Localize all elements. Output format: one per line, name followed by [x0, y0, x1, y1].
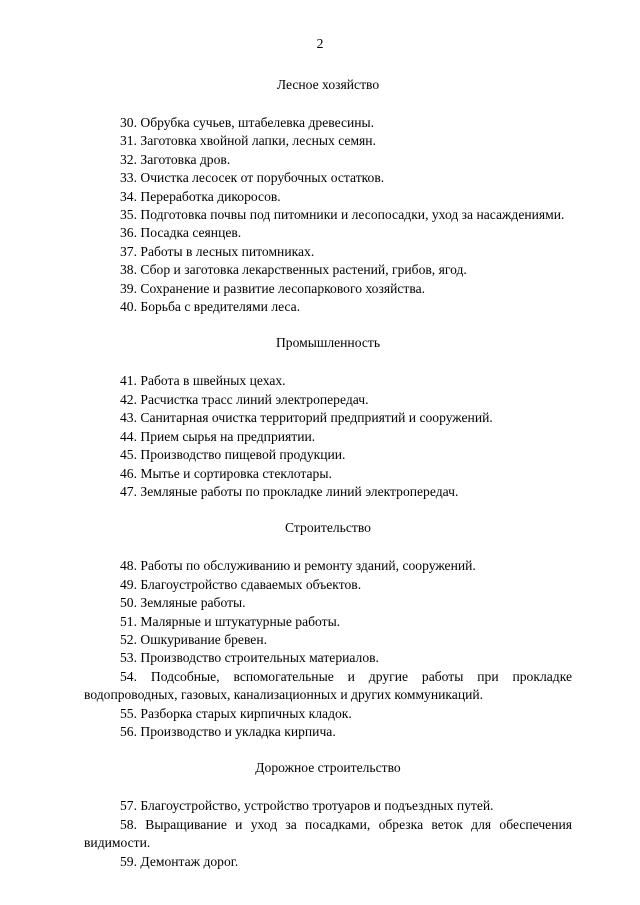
list-item: 44. Прием сырья на предприятии. — [120, 428, 316, 444]
list-item: 34. Переработка дикоросов. — [120, 188, 281, 204]
list-item: 45. Производство пищевой продукции. — [120, 447, 346, 463]
list-item: 53. Производство строительных материалов. — [120, 650, 379, 666]
list-item: 49. Благоустройство сдаваемых объектов. — [120, 576, 362, 592]
list-item: 46. Мытье и сортировка стеклотары. — [120, 465, 332, 481]
list-item: 30. Обрубка сучьев, штабелевка древесины. — [120, 115, 375, 130]
list-item: 59. Демонтаж дорог. — [120, 853, 239, 869]
list-item: 32. Заготовка дров. — [120, 151, 231, 167]
list-item: 39. Сохранение и развитие лесопаркового хозяйства. — [120, 280, 426, 296]
list-item: 31. Заготовка хвойной лапки, лесных семян. — [120, 133, 376, 149]
list-item: 47. Земляные работы по прокладке линий электропередач. — [120, 483, 459, 499]
item-list — [84, 797, 572, 871]
section-road-construction — [84, 759, 572, 871]
section-heading: Дорожное строительство — [255, 760, 401, 776]
item-list — [84, 114, 572, 316]
list-item: 51. Малярные и штукатурные работы. — [120, 613, 341, 629]
list-item: 41. Работа в швейных цехах. — [120, 373, 286, 389]
list-item: 35. Подготовка почвы под питомники и лесопосадки, уход за насаждениями. — [120, 207, 565, 223]
list-item: 37. Работы в лесных питомниках. — [120, 243, 315, 259]
section-heading: Лесное хозяйство — [276, 77, 380, 92]
section-heading: Промышленность — [275, 335, 381, 351]
list-item: 56. Производство и укладка кирпича. — [120, 723, 336, 739]
list-item: 55. Разборка старых кирпичных кладок. — [120, 705, 352, 721]
list-item: 33. Очистка лесосек от порубочных остатков. — [120, 170, 385, 186]
section-industry — [84, 334, 572, 501]
section-heading: Строительство — [285, 520, 371, 536]
list-item: 40. Борьба с вредителями леса. — [120, 299, 301, 315]
section-construction — [84, 519, 572, 741]
list-item: 42. Расчистка трасс линий электропередач. — [120, 391, 369, 407]
section-forestry — [84, 76, 572, 316]
page-number: 2 — [316, 36, 324, 51]
list-item: 54. Подсобные, вспомогательные и другие работы при прокладке водопроводных, газовых, канализационных и других коммуникаций. — [84, 668, 572, 703]
document-body — [84, 76, 572, 871]
item-list — [84, 557, 572, 741]
list-item: 38. Сбор и заготовка лекарственных растений, грибов, ягод. — [120, 262, 467, 278]
list-item: 58. Выращивание и уход за посадками, обрезка веток для обеспечения видимости. — [84, 816, 572, 851]
list-item: 43. Санитарная очистка территорий предприятий и сооружений. — [120, 410, 493, 426]
list-item: 50. Земляные работы. — [120, 595, 246, 611]
list-item: 52. Ошкуривание бревен. — [120, 631, 268, 647]
list-item: 57. Благоустройство, устройство тротуаров и подъездных путей. — [120, 798, 494, 814]
list-item: 36. Посадка сеянцев. — [120, 225, 242, 241]
item-list — [84, 372, 572, 501]
list-item: 48. Работы по обслуживанию и ремонту зданий, сооружений. — [120, 558, 476, 574]
